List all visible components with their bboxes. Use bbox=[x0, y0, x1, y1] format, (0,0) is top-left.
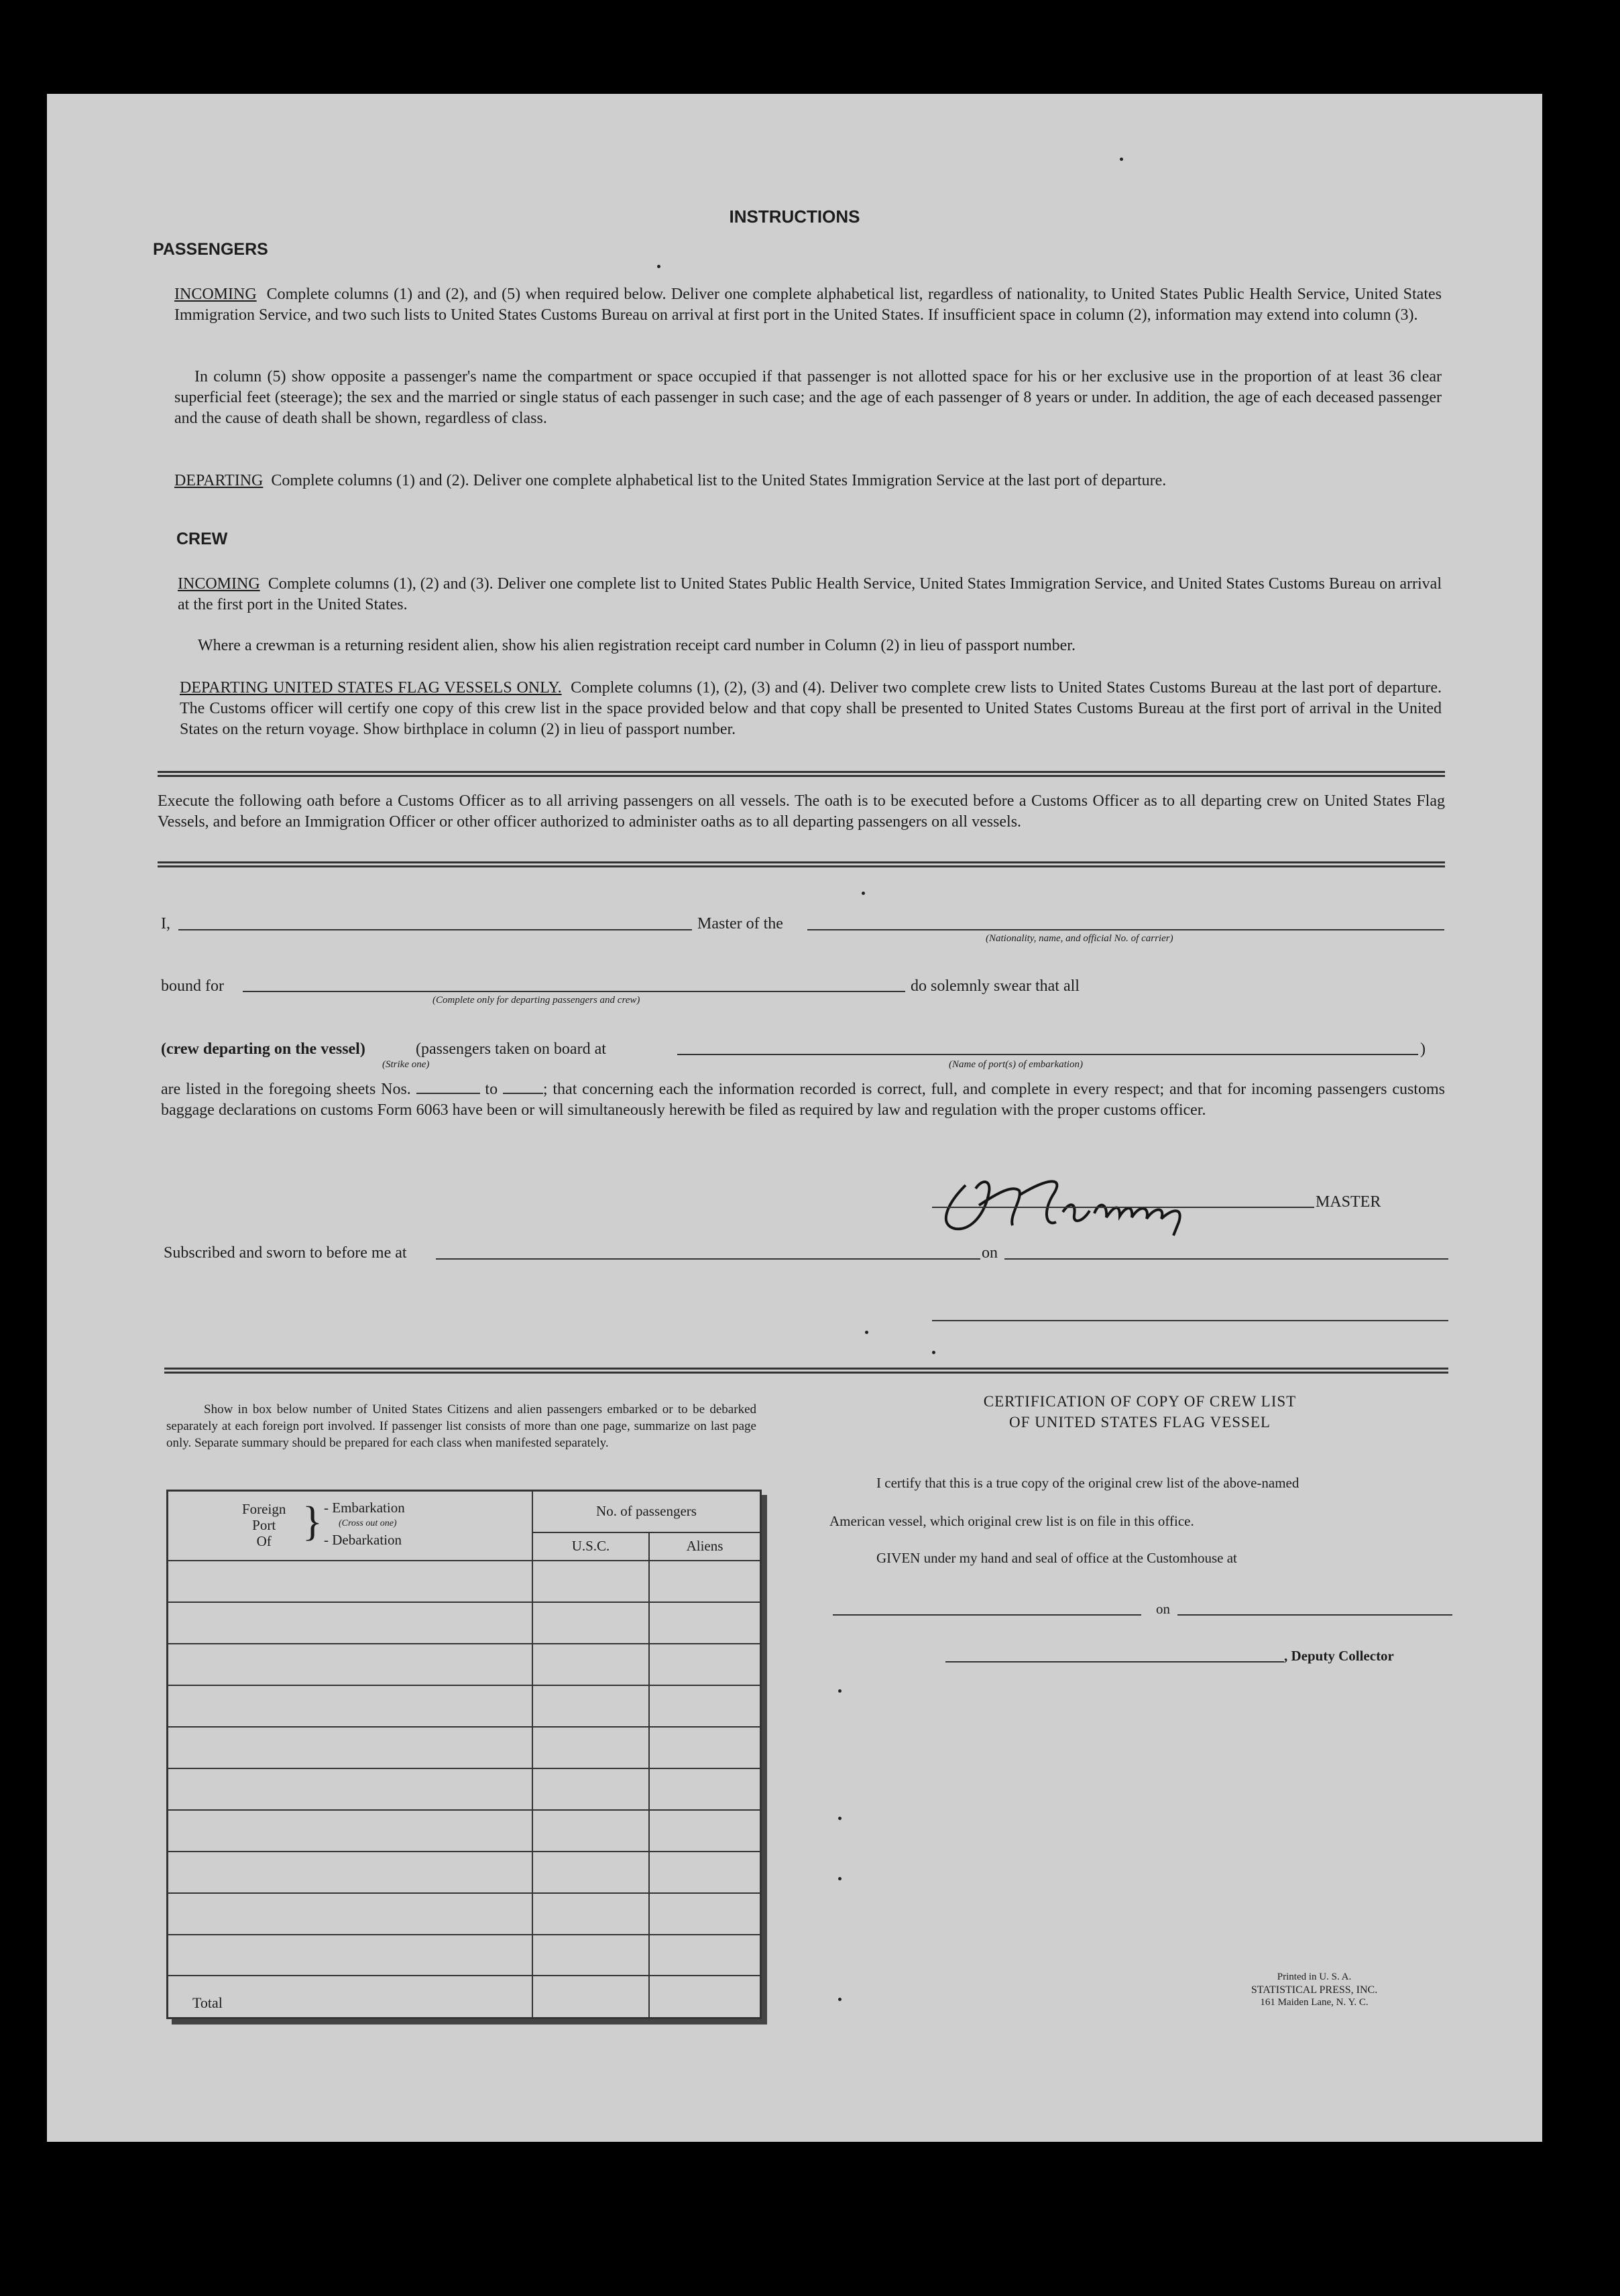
passengers-incoming-label: INCOMING bbox=[174, 286, 257, 303]
sworn-date-field[interactable] bbox=[1004, 1258, 1448, 1260]
scan-speck bbox=[865, 1331, 868, 1334]
listed-text-1: are listed in the foregoing sheets Nos. bbox=[161, 1081, 411, 1098]
usc-cell[interactable] bbox=[532, 1561, 649, 1602]
master-label: MASTER bbox=[1316, 1193, 1381, 1211]
scan-speck bbox=[838, 1877, 842, 1880]
scan-speck bbox=[932, 1351, 935, 1354]
table-row bbox=[168, 1602, 761, 1644]
usc-cell[interactable] bbox=[532, 1935, 649, 1976]
table-shadow bbox=[172, 2019, 767, 2025]
oath-intro: Execute the following oath before a Customs Officer as to all arriving passengers on all vessels. The oath is to be executed before a Customs Officer as to all departing crew on United States Flag Vessels, and before an Immigration Officer or other officer authorized to administer oaths as to all departing passengers on all vessels. bbox=[158, 792, 1445, 831]
port-cell[interactable] bbox=[168, 1935, 533, 1976]
port-cell[interactable] bbox=[168, 1893, 533, 1935]
port-word: Port bbox=[252, 1517, 276, 1533]
swear-label: do solemnly swear that all bbox=[911, 977, 1080, 995]
port-cell[interactable] bbox=[168, 1852, 533, 1893]
passengers-departing-paragraph bbox=[174, 471, 1442, 491]
no-of-passengers-header: No. of passengers bbox=[532, 1491, 761, 1532]
passengers-taken-option[interactable]: (passengers taken on board at bbox=[416, 1040, 606, 1058]
table-row bbox=[168, 1810, 761, 1852]
carrier-field[interactable] bbox=[807, 929, 1444, 930]
passengers-heading: PASSENGERS bbox=[153, 240, 268, 259]
cross-out-caption: (Cross out one) bbox=[339, 1518, 397, 1528]
printer-line-3: 161 Maiden Lane, N. Y. C. bbox=[1260, 1997, 1369, 2008]
given-line: GIVEN under my hand and seal of office at the Customhouse at bbox=[876, 1550, 1237, 1566]
cert-on-label: on bbox=[1156, 1601, 1170, 1617]
debarkation-option[interactable]: - Debarkation bbox=[324, 1532, 402, 1548]
port-cell[interactable] bbox=[168, 1727, 533, 1768]
printer-line-1: Printed in U. S. A. bbox=[1277, 1972, 1352, 1982]
divider bbox=[158, 861, 1445, 867]
oath-i-label: I, bbox=[161, 915, 170, 932]
printer-imprint bbox=[1214, 1971, 1415, 2009]
passengers-departing-label: DEPARTING bbox=[174, 472, 264, 489]
form-page bbox=[47, 94, 1542, 2142]
scan-speck bbox=[1120, 158, 1123, 161]
oath-statement bbox=[161, 1079, 1445, 1121]
scan-speck bbox=[838, 1689, 842, 1693]
scan-speck bbox=[838, 1817, 842, 1820]
aliens-cell[interactable] bbox=[649, 1561, 761, 1602]
crew-incoming-label: INCOMING bbox=[178, 575, 260, 593]
table-row bbox=[168, 1768, 761, 1810]
ports-caption: (Name of port(s) of embarkation) bbox=[949, 1059, 1083, 1070]
crew-departing-label: DEPARTING UNITED STATES FLAG VESSELS ONLY. bbox=[180, 679, 562, 697]
deputy-signature-field[interactable] bbox=[945, 1661, 1284, 1663]
embark-debark-options bbox=[324, 1500, 405, 1548]
usc-total-cell[interactable] bbox=[532, 1976, 649, 2018]
brace-icon: } bbox=[302, 1499, 323, 1545]
divider bbox=[158, 771, 1445, 777]
usc-cell[interactable] bbox=[532, 1810, 649, 1852]
table-row bbox=[168, 1935, 761, 1976]
port-cell[interactable] bbox=[168, 1685, 533, 1727]
usc-cell[interactable] bbox=[532, 1602, 649, 1644]
usc-cell[interactable] bbox=[532, 1893, 649, 1935]
of-word: Of bbox=[256, 1533, 272, 1549]
sworn-at-field[interactable] bbox=[436, 1258, 980, 1260]
crew-incoming-text: Complete columns (1), (2) and (3). Deliver one complete list to United States Public Health Service, United States Immigration Service, and United States Customs Bureau on arrival at the first port in the United States. bbox=[178, 575, 1442, 613]
bound-caption: (Complete only for departing passengers and crew) bbox=[432, 995, 640, 1006]
port-cell[interactable] bbox=[168, 1768, 533, 1810]
scan-speck bbox=[657, 265, 660, 268]
foreign-port-of-label bbox=[242, 1501, 286, 1549]
table-row bbox=[168, 1561, 761, 1602]
table-row bbox=[168, 1685, 761, 1727]
crew-incoming-paragraph bbox=[178, 574, 1442, 615]
cert-date-field[interactable] bbox=[1177, 1614, 1452, 1616]
aliens-cell[interactable] bbox=[649, 1685, 761, 1727]
foreign-word: Foreign bbox=[242, 1501, 286, 1517]
port-cell[interactable] bbox=[168, 1561, 533, 1602]
aliens-cell[interactable] bbox=[649, 1852, 761, 1893]
passengers-incoming-paragraph bbox=[174, 284, 1442, 326]
sheet-from-field[interactable] bbox=[416, 1082, 480, 1094]
port-header-cell bbox=[168, 1491, 533, 1561]
sheet-to-field[interactable] bbox=[503, 1082, 543, 1094]
passengers-incoming-text: Complete columns (1) and (2), and (5) when required below. Deliver one complete alphabetical list, regardless of nationality, to United States Public Health Service, United States Immigration Service, and two such lists to United States Customs Bureau on arrival at first port in the United States. If insufficient space in column (2), information may extend into column (3). bbox=[174, 286, 1442, 324]
aliens-cell[interactable] bbox=[649, 1810, 761, 1852]
master-signature-field[interactable] bbox=[932, 1207, 1314, 1208]
table-row bbox=[168, 1727, 761, 1768]
port-cell[interactable] bbox=[168, 1644, 533, 1685]
crew-resident-paragraph: Where a crewman is a returning resident alien, show his alien registration receipt card number in Column (2) in lieu of passport number. bbox=[198, 637, 1076, 654]
aliens-cell[interactable] bbox=[649, 1768, 761, 1810]
close-paren: ) bbox=[1420, 1040, 1426, 1058]
usc-cell[interactable] bbox=[532, 1768, 649, 1810]
port-cell[interactable] bbox=[168, 1810, 533, 1852]
crew-departing-paragraph bbox=[180, 678, 1442, 740]
usc-cell[interactable] bbox=[532, 1685, 649, 1727]
certify-line-2: American vessel, which original crew list is on file in this office. bbox=[829, 1513, 1194, 1529]
aliens-cell[interactable] bbox=[649, 1602, 761, 1644]
on-label: on bbox=[982, 1244, 998, 1262]
instructions-title: INSTRUCTIONS bbox=[729, 206, 860, 227]
passengers-departing-text: Complete columns (1) and (2). Deliver one complete alphabetical list to the United States Immigration Service at the last port of departure. bbox=[271, 472, 1167, 489]
table-shadow bbox=[762, 1495, 767, 2025]
divider bbox=[164, 1368, 1448, 1374]
customhouse-field[interactable] bbox=[833, 1614, 1141, 1616]
strike-one-caption: (Strike one) bbox=[382, 1059, 430, 1070]
aliens-cell[interactable] bbox=[649, 1727, 761, 1768]
master-name-field[interactable] bbox=[178, 929, 692, 930]
usc-cell[interactable] bbox=[532, 1727, 649, 1768]
total-row bbox=[168, 1976, 761, 2018]
printer-line-2: STATISTICAL PRESS, INC. bbox=[1251, 1984, 1378, 1996]
usc-cell[interactable] bbox=[532, 1852, 649, 1893]
carrier-caption: (Nationality, name, and official No. of carrier) bbox=[986, 933, 1173, 944]
table-row bbox=[168, 1852, 761, 1893]
certify-line-1: I certify that this is a true copy of the original crew list of the above-named bbox=[876, 1475, 1299, 1491]
crew-departing-text: Complete columns (1), (2), (3) and (4). Deliver two complete crew lists to United States Customs Bureau at the last port of departure. The Customs officer will certify one copy of this crew list in the space provided below and that copy shall be presented to United States Customs Bureau at the first port of arrival in the United States on the return voyage. Show birthplace in column (2) in lieu of passport number. bbox=[180, 679, 1442, 738]
passengers-column5-paragraph: In column (5) show opposite a passenger's name the compartment or space occupied if that passenger is not allotted space for his or her exclusive use in the proportion of at least 36 clear superficial feet (steerage); the sex and the married or single status of each passenger in such case; and the age of each passenger of 8 years or under. In addition, the age of each deceased passenger and the cause of death shall be shown, regardless of class. bbox=[174, 368, 1442, 427]
embarkation-option[interactable]: - Embarkation bbox=[324, 1500, 405, 1516]
crew-heading: CREW bbox=[176, 530, 228, 548]
usc-header: U.S.C. bbox=[532, 1532, 649, 1561]
usc-cell[interactable] bbox=[532, 1644, 649, 1685]
aliens-cell[interactable] bbox=[649, 1893, 761, 1935]
to-label: to bbox=[485, 1081, 498, 1098]
deputy-collector-label: , Deputy Collector bbox=[1284, 1648, 1394, 1664]
certification-title-line-2: OF UNITED STATES FLAG VESSEL bbox=[1009, 1414, 1271, 1431]
table-row bbox=[168, 1644, 761, 1685]
subscribed-label: Subscribed and sworn to before me at bbox=[164, 1244, 407, 1262]
embarkation-ports-field[interactable] bbox=[677, 1054, 1418, 1055]
scan-speck bbox=[862, 892, 865, 895]
master-signature bbox=[919, 1165, 1267, 1239]
officer-signature-field[interactable] bbox=[932, 1320, 1448, 1321]
aliens-cell[interactable] bbox=[649, 1644, 761, 1685]
summary-note: Show in box below number of United States Citizens and alien passengers embarked or to be debarked separately at each foreign port involved. If passenger list consists of more than one page, summarize on last page only. Separate summary should be prepared for each class when manifested separately. bbox=[166, 1402, 756, 1450]
aliens-cell[interactable] bbox=[649, 1935, 761, 1976]
certification-title bbox=[872, 1391, 1408, 1433]
bound-for-label: bound for bbox=[161, 977, 224, 995]
bound-for-field[interactable] bbox=[243, 991, 905, 992]
aliens-header: Aliens bbox=[649, 1532, 761, 1561]
crew-departing-option[interactable]: (crew departing on the vessel) bbox=[161, 1040, 365, 1058]
master-of-the-label: Master of the bbox=[697, 915, 783, 932]
scan-speck bbox=[838, 1998, 842, 2001]
listed-text-2: ; that concerning each the information recorded is correct, full, and complete in every respect; and that for incoming passengers customs baggage declarations on customs Form 6063 have been or will simultaneously herewith be filed as required by law and regulation with the proper customs officer. bbox=[161, 1081, 1445, 1119]
certification-title-line-1: CERTIFICATION OF COPY OF CREW LIST bbox=[983, 1393, 1297, 1410]
aliens-total-cell[interactable] bbox=[649, 1976, 761, 2018]
total-label: Total bbox=[168, 1976, 533, 2018]
passenger-summary-table bbox=[166, 1490, 762, 2019]
port-cell[interactable] bbox=[168, 1602, 533, 1644]
table-row bbox=[168, 1893, 761, 1935]
